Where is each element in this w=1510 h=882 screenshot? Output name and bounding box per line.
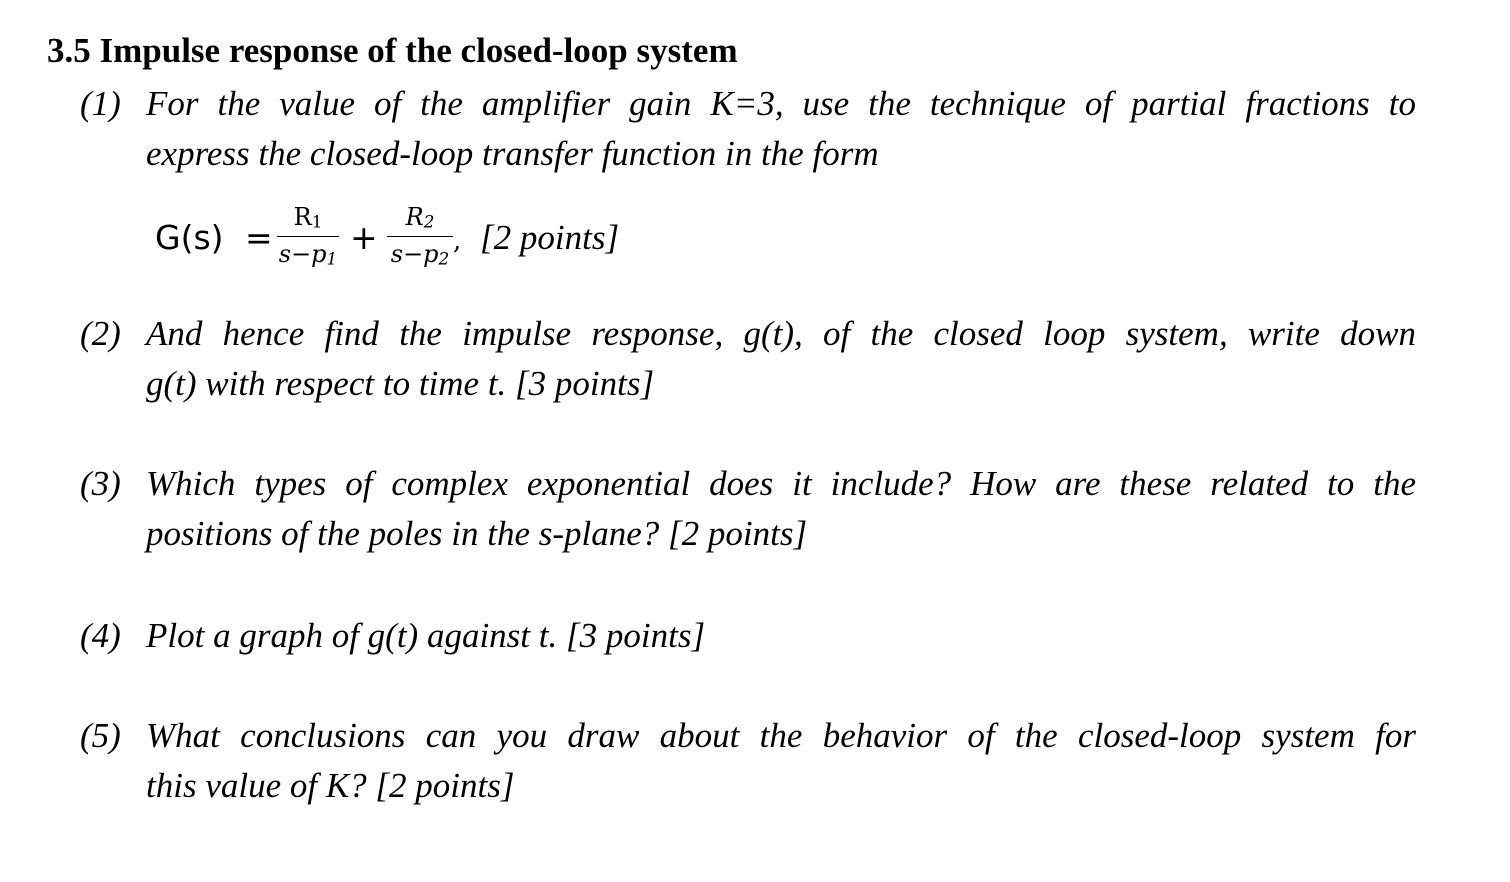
question-text-line: And hence find the impulse response, g(t), of the closed loop system, write down: [146, 314, 1416, 353]
equation-lhs: G(s): [155, 218, 224, 257]
section-heading: 3.5 Impulse response of the closed-loop system: [47, 31, 738, 70]
question-text-line: positions of the poles in the s-plane? [2 points]: [146, 514, 808, 553]
question-text-line: Plot a graph of g(t) against t. [3 points]: [146, 616, 706, 655]
question-number: (3): [80, 464, 121, 503]
question-number: (5): [80, 716, 121, 755]
fraction-numerator: $R_2$: [405, 203, 435, 232]
question-number: (4): [80, 616, 121, 655]
equation-comma: ,: [453, 226, 462, 256]
question-text-line: What conclusions can you draw about the behavior of the closed-loop system for: [146, 716, 1416, 755]
equation-equals: =: [245, 218, 273, 257]
fraction-numerator: $R_1$: [293, 203, 323, 232]
question-text-line: express the closed-loop transfer function in the form: [146, 134, 879, 173]
equation-plus: +: [350, 218, 378, 257]
question-text-line: Which types of complex exponential does it include? How are these related to the: [146, 464, 1416, 503]
question-text-line: g(t) with respect to time t. [3 points]: [146, 364, 655, 403]
fraction-term-2: [387, 200, 453, 271]
question-text-line: this value of K? [2 points]: [146, 766, 515, 805]
fraction-term-1: [277, 200, 339, 271]
question-number: (2): [80, 314, 121, 353]
question-number: (1): [80, 84, 121, 123]
question-text-line: For the value of the amplifier gain K=3, use the technique of partial fractions to: [146, 84, 1416, 123]
fraction-denominator: $s-p_1$: [278, 240, 338, 269]
transfer-function-equation: [155, 200, 675, 290]
fraction-denominator: $s-p_2$: [390, 240, 450, 269]
equation-points: [2 points]: [480, 218, 620, 257]
